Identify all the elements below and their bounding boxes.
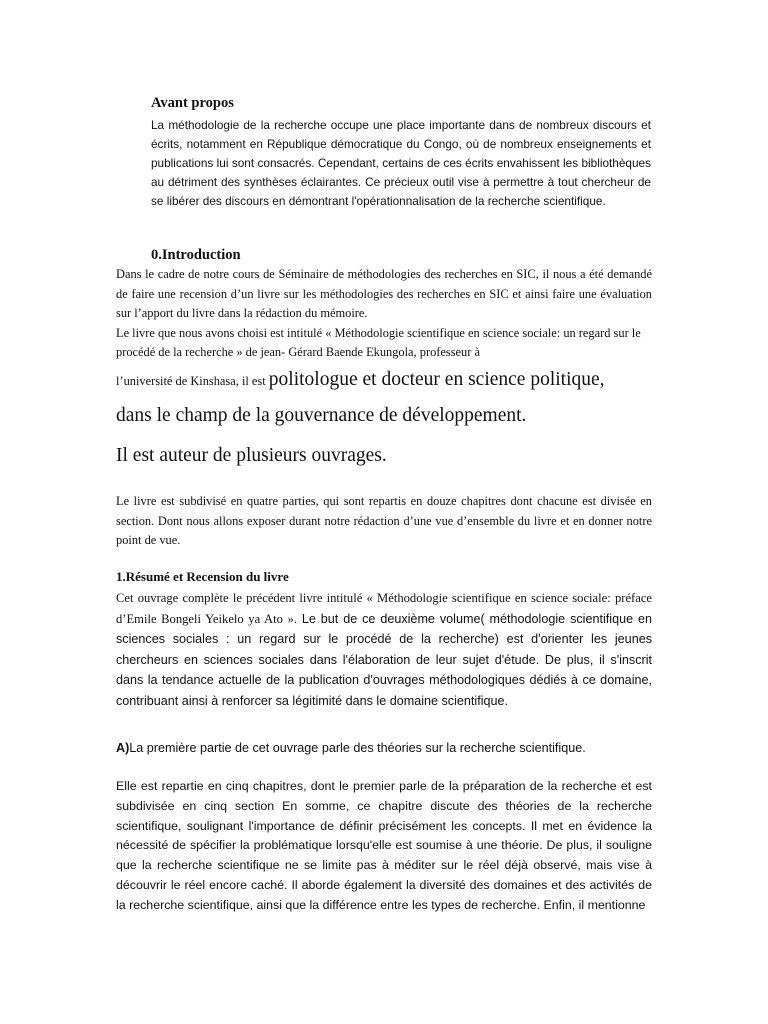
avant-propos-section bbox=[151, 95, 651, 211]
resume-sans-run: Le but de ce deuxième volume( méthodologie scientifique en sciences sociales : un regard sur le procédé de la recherche) est d'orienter les jeunes chercheurs en sciences sociales dans l'élaboration de leur sujet d'étude. De plus, il s'inscrit dans la tendance actuelle de la publication d'ouvrages méthodologiques dédiés à ce domaine, contribuant ainsi à renforcer sa légitimité dans le domaine scientifique. bbox=[116, 611, 653, 708]
introduction-paragraph-2: Le livre que nous avons choisi est intitulé « Méthodologie scientifique en science sociale: un regard sur le procédé de la recherche » de jean- Gérard Baende Ekungola, professeur à bbox=[116, 325, 641, 359]
part-a-line bbox=[116, 739, 652, 758]
introduction-heading: 0.Introduction bbox=[151, 247, 241, 263]
introduction-body bbox=[116, 265, 652, 363]
part-one-paragraph bbox=[116, 777, 652, 916]
book-structure-text: Le livre est subdivisé en quatre parties, qui sont repartis en douze chapitres dont chacune est divisée en section. Dont nous allons exposer durant notre rédaction d’une vue d’ensemble du livre et en donner notre point de vue. bbox=[116, 494, 652, 547]
author-line-large-3: Il est auteur de plusieurs ouvrages. bbox=[116, 445, 387, 466]
part-a-label: A) bbox=[116, 741, 130, 755]
introduction-author-lines bbox=[116, 365, 676, 476]
part-a-text: La première partie de cet ouvrage parle des théories sur la recherche scientifique. bbox=[129, 741, 586, 755]
resume-serif-run: Cet ouvrage complète le précédent livre intitulé « Méthodologie scientifique en science sociale: préface d’Emile Bongeli Yeikelo ya Ato ». bbox=[116, 591, 652, 626]
resume-heading: 1.Résumé et Recension du livre bbox=[116, 569, 289, 584]
avant-propos-text: La méthodologie de la recherche occupe une place importante dans de nombreux discours et écrits, notamment en République démocratique du Congo, où de nombreux enseignements et publications lui sont consacrés. Cependant, certains de ces écrits envahissent les bibliothèques au détriment des synthèses éclairantes. Ce précieux outil vise à permettre à tout chercheur de se libérer des discours en démontrant l'opérationnalisation de la recherche scientifique. bbox=[151, 118, 651, 208]
author-line-large-2: dans le champ de la gouvernance de développement. bbox=[116, 405, 527, 426]
author-line-1 bbox=[116, 365, 676, 396]
avant-propos-heading: Avant propos bbox=[151, 95, 234, 111]
introduction-paragraph-1: Dans le cadre de notre cours de Séminaire de méthodologies des recherches en SIC, il nous a été demandé de faire une recension d’un livre sur les méthodologies des recherches en SIC et ainsi faire une évaluation sur l’apport du livre dans la rédaction du mémoire. bbox=[116, 267, 652, 320]
resume-paragraph bbox=[116, 588, 652, 711]
author-line-large-1: politologue et docteur en science politique, bbox=[268, 369, 605, 390]
book-structure-paragraph bbox=[116, 492, 652, 551]
author-line-small: l’université de Kinshasa, il est bbox=[116, 374, 269, 388]
part-one-text: Elle est repartie en cinq chapitres, dont le premier parle de la préparation de la recherche et est subdivisée en cinq section En somme, ce chapitre discute des théories de la recherche scientifique, soulignant l'importance de définir précisément les concepts. Il met en évidence la nécessité de spécifier la problématique lorsqu'elle est soumise à une théorie. De plus, il souligne que la recherche scientifique ne se limite pas à méditer sur le réel déjà observé, mais vise à découvrir le réel encore caché. Il aborde également la diversité des domaines et des activités de la recherche scientifique, ainsi que la différence entre les types de recherche. Enfin, il mentionne bbox=[116, 779, 652, 912]
